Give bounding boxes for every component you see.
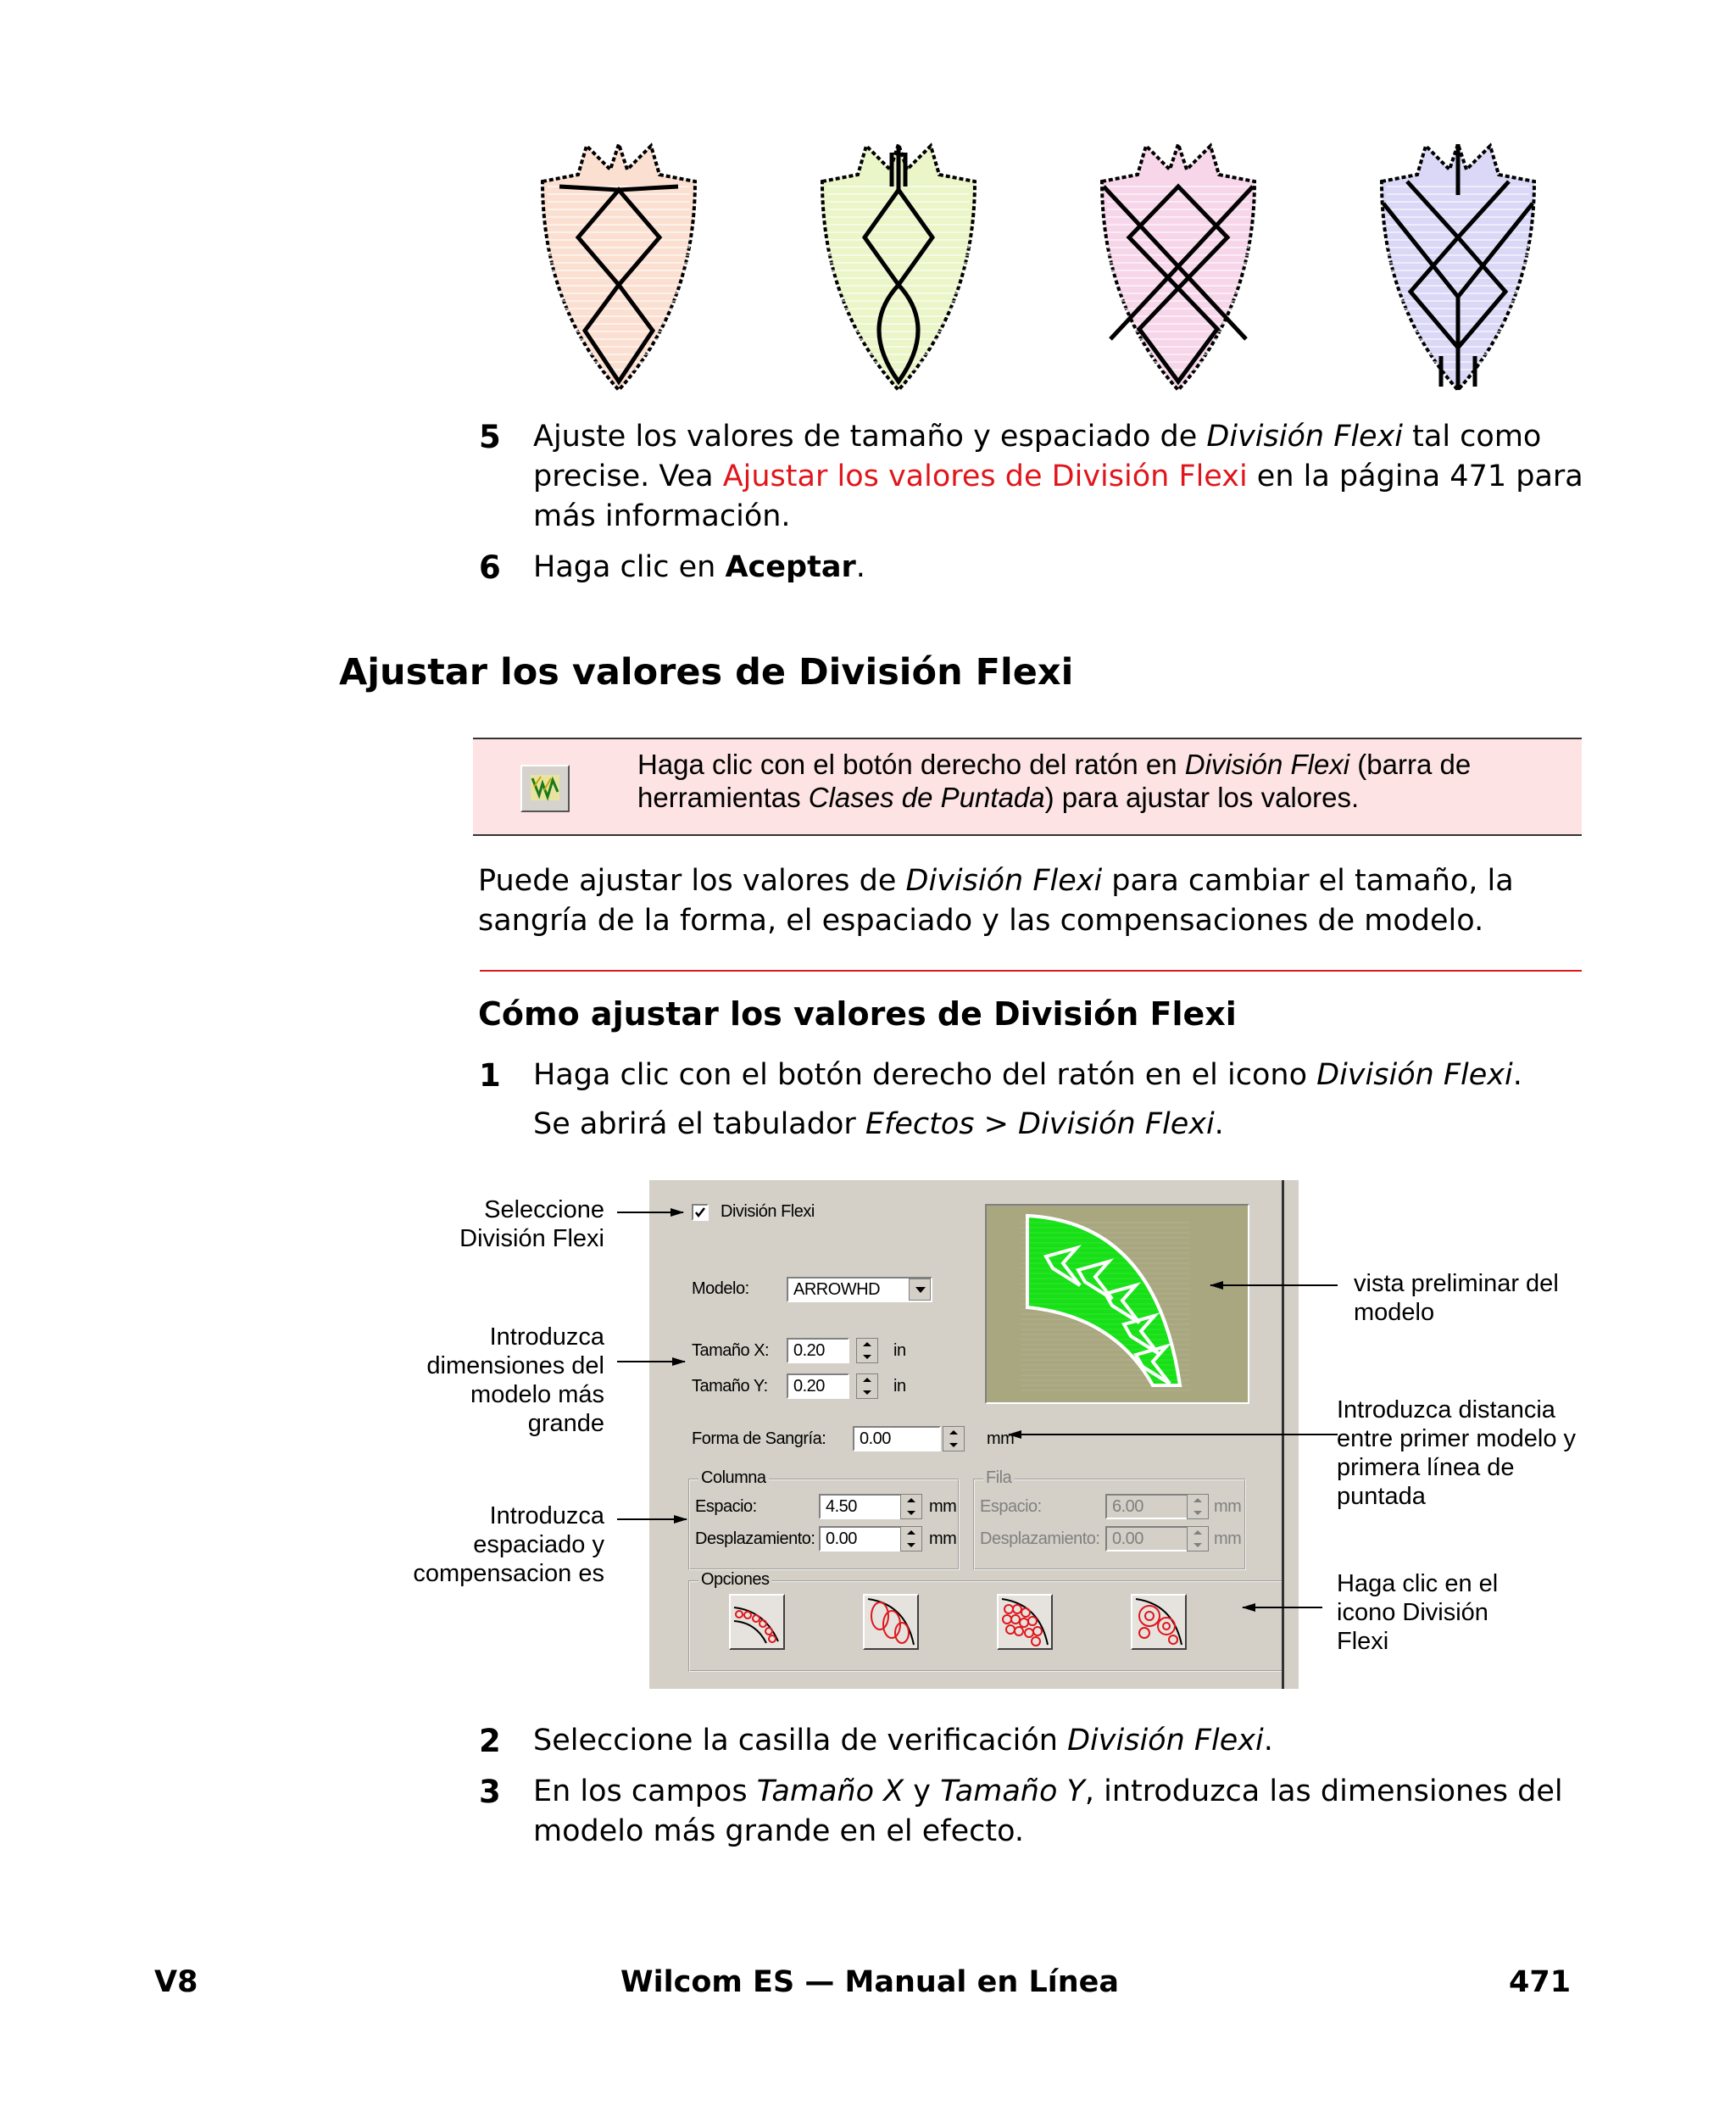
modelo-label: Modelo: [692,1279,749,1298]
fila-desplazamiento-spinner[interactable] [1187,1526,1209,1552]
option-nested-circles-icon[interactable] [1131,1594,1187,1650]
callout-espaciado: Introduzca espaciado y compensacion es [413,1502,604,1587]
chevron-down-icon[interactable] [909,1279,931,1301]
dialog-border [1282,1180,1299,1689]
fila-espacio-input[interactable]: 6.00 [1105,1494,1188,1519]
step-number: 6 [479,549,501,586]
step-text: Ajuste los valores de tamaño y espaciado de División Flexi tal como precise. Vea Ajustar los valores de División Flexi en la página 471 para más información. [533,420,1583,533]
step-number: 5 [479,419,501,455]
columna-group [688,1468,960,1570]
footer-page-number: 471 [1509,1965,1572,1999]
unit-label: in [893,1341,906,1360]
modelo-select[interactable] [787,1277,932,1302]
step-number: 3 [479,1774,501,1810]
tamano-y-label: Tamaño Y: [692,1377,768,1396]
step-text: En los campos Tamaño X y Tamaño Y, introduzca las dimensiones del modelo más grande en el efecto. [533,1774,1563,1848]
procedure-heading: Cómo ajustar los valores de División Flexi [478,995,1237,1033]
callout-icono: Haga clic en el icono División Flexi [1337,1570,1499,1655]
shield-1 [542,144,695,390]
checkbox-label: División Flexi [721,1202,815,1221]
unit-label: mm [987,1429,1015,1448]
step-result: Se abrirá el tabulador Efectos > División Flexi. [533,1107,1224,1141]
option-arc-row-icon[interactable] [729,1594,785,1650]
option-packed-circles-icon[interactable] [997,1594,1053,1650]
tip-box [473,738,1582,836]
callout-seleccione: Seleccione División Flexi [459,1196,604,1252]
step-text: Seleccione la casilla de verificación División Flexi. [533,1724,1273,1758]
split-flexi-dialog [649,1180,1299,1689]
unit-label: in [893,1377,906,1396]
tamano-x-spinner[interactable] [856,1338,878,1363]
desplazamiento-label: Desplazamiento: [980,1529,1100,1548]
split-flexi-checkbox[interactable] [692,1204,709,1221]
step-number: 1 [479,1057,501,1094]
espacio-label: Espacio: [695,1497,757,1516]
split-flexi-shield-examples [526,136,1568,398]
option-large-circles-icon[interactable] [863,1594,919,1650]
unit-label: mm [929,1497,957,1516]
pattern-preview [985,1204,1249,1404]
fila-espacio-spinner[interactable] [1187,1494,1209,1519]
columna-desplazamiento-input[interactable]: 0.00 [819,1526,902,1552]
unit-label: mm [1214,1529,1242,1548]
espacio-label: Espacio: [980,1497,1042,1516]
sangria-label: Forma de Sangría: [692,1429,826,1448]
sangria-input[interactable]: 0.00 [853,1426,941,1451]
group-title: Fila [983,1468,1014,1488]
modelo-value: ARROWHD [793,1280,881,1299]
callout-vista: vista preliminar del modelo [1354,1270,1559,1326]
split-flexi-tool-icon[interactable] [520,765,570,812]
sangria-spinner[interactable] [943,1426,965,1451]
fila-group [973,1468,1246,1570]
callout-dimensiones: Introduzca dimensiones del modelo más grande [426,1323,604,1437]
tamano-x-input[interactable]: 0.20 [787,1338,849,1363]
columna-desplazamiento-spinner[interactable] [900,1526,922,1552]
cross-reference-link[interactable]: Ajustar los valores de División Flexi [722,460,1248,493]
tamano-y-spinner[interactable] [856,1373,878,1399]
section-divider [480,970,1582,972]
footer-title: Wilcom ES — Manual en Línea [620,1965,1120,1999]
desplazamiento-label: Desplazamiento: [695,1529,815,1548]
intro-paragraph: Puede ajustar los valores de División Flexi para cambiar el tamaño, la sangría de la forma, el espaciado y las compensaciones de modelo. [478,864,1514,938]
section-heading: Ajustar los valores de División Flexi [339,651,1074,694]
tamano-x-label: Tamaño X: [692,1341,770,1360]
group-title: Opciones [698,1570,772,1590]
unit-label: mm [929,1529,957,1548]
group-title: Columna [698,1468,769,1488]
callout-distancia: Introduzca distancia entre primer modelo y primera línea de puntada [1337,1396,1577,1510]
tamano-y-input[interactable]: 0.20 [787,1373,849,1399]
step-number: 2 [479,1723,501,1759]
columna-espacio-input[interactable]: 4.50 [819,1494,902,1519]
fila-desplazamiento-input[interactable]: 0.00 [1105,1526,1188,1552]
step-text: Haga clic con el botón derecho del ratón en el icono División Flexi. [533,1058,1522,1092]
unit-label: mm [1214,1497,1242,1516]
tip-text: Haga clic con el botón derecho del ratón en División Flexi (barra de herramientas Clases de Puntada) para ajustar los valores. [637,749,1472,813]
step-text: Haga clic en Aceptar. [533,550,865,584]
columna-espacio-spinner[interactable] [900,1494,922,1519]
footer-version: V8 [154,1965,198,1999]
